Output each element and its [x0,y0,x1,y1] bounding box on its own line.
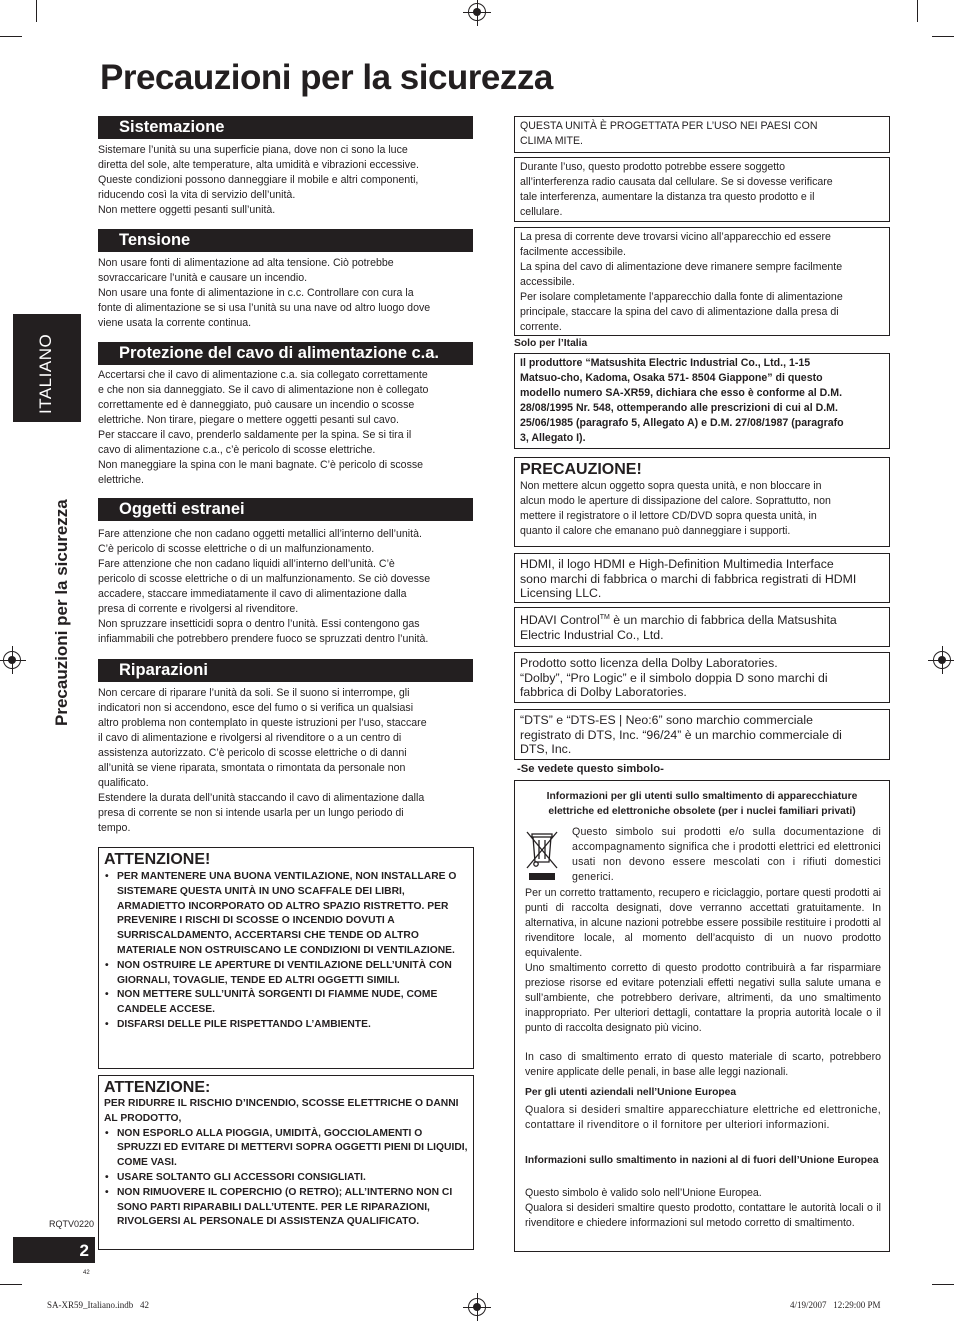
weee-info-box [514,780,890,1252]
page-title: Precauzioni per la sicurezza [100,58,553,97]
section-heading-tensione: Tensione [98,229,473,252]
simbolo-label: -Se vedete questo simbolo- [517,763,664,775]
solo-italia-label: Solo per l’Italia [514,338,588,349]
weee-business-heading: Per gli utenti aziendali nell’Unione Europea [525,1087,737,1098]
oggetti-text: Fare attenzione che non cadano oggetti metallici all’interno dell’unità. C’è pericolo di scosse elettriche o di un malfunzionamento. Fare attenzione che non cadano liquidi all’interno dell’unità. C’è pericolo di scosse elettriche o di un malfunzionamento. Se ciò dovesse accadere, staccare immediatamente il cavo di alimentazione dalla presa di corrente e rivolgersi al rivenditore. Non spruzzare insetticidi sopra o dentro l’unità. Essi contengono gas infiammabili che potrebbero prendere fuoco se spruzzati dentro l’unità. [98,528,431,645]
hdmi-box [514,553,890,603]
crop-mark [36,0,37,22]
side-section-title: Precauzioni per la sicurezza [52,499,71,726]
weee-p2: Per un corretto trattamento, recupero e riciclaggio, portare questi prodotti ai punti di raccolta designati, dove verranno accettati gratuitamente. In alternativa, in alcune nazioni potrebbe essere possibile restituire i prodotti al rivenditore locale, al momento dell’acquisto di un nuovo prodotto equivalente. [525,887,881,959]
list-item: • NON RIMUOVERE IL COPERCHIO (O RETRO); ALL’INTERNO NON CI SONO PARTI RIPARABILI DALL’UTENTE. PER LE RIPARAZIONI, RIVOLGERSI AL PERSONALE DI ASSISTENZA QUALIFICATO. [99,1186,473,1230]
attenzione-intro: PER RIDURRE IL RISCHIO D’INCENDIO, SCOSSE ELETTRICHE O DANNI AL PRODOTTO, [104,1098,459,1124]
presa-notice-text: La presa di corrente deve trovarsi vicino all’apparecchio ed essere facilmente accessibile. La spina del cavo di alimentazione deve rimanere sempre facilmente accessibile. Per isolare completamente l’apparecchio dalla fonte di alimentazione principale, staccare la spina del cavo di alimentazione dalla presa di corrente. [520,231,843,333]
list-item: • NON METTERE SULL’UNITÀ SORGENTI DI FIAMME NUDE, COME CANDELE ACCESE. [99,988,473,1018]
sistemazione-text: Sistemare l’unità su una superficie piana, dove non ci sono la luce diretta del sole, alte temperature, alta umidità e vibrazioni eccessive. Queste condizioni possono danneggiare il mobile e altri componenti, riducendo così la vita di servizio dell’unità. Non mettere oggetti pesanti sull’unità. [98,144,419,216]
hdavi-box [514,607,890,647]
attenzione-box-1 [98,847,474,1069]
language-tab [13,314,81,422]
dts-text: “DTS” e “DTS-ES | Neo:6” sono marchio commerciale registrato di DTS, Inc. “96/24” è un marchio commerciale di DTS, Inc. [520,713,842,757]
attenzione-box-2 [98,1075,474,1250]
riparazioni-text: Non cercare di riparare l’unità da soli. Se il suono si interrompe, gli indicatori non si accendono, esce del fumo o si verifica un qualsiasi altro problema non contemplato in queste istruzioni per l’uso, staccare il cavo di alimentazione e rivolgersi al rivenditore o a un centro di assistenza autorizzato. C’è pericolo di scosse elettriche o di danni all’unità se viene riparata, smontata o rimontata da personale non qualificato. Estendere la durata dell’unità staccando il cavo di alimentazione dalla presa di corrente se non si intende usarla per un lungo periodo di tempo. [98,687,427,834]
attenzione-heading: ATTENZIONE: [104,1079,211,1096]
hdavi-text: è un marchio di fabbrica della Matsushita Electric Industrial Co., Ltd. [520,613,837,642]
list-item: • NON OSTRUIRE LE APERTURE DI VENTILAZIONE DELL’UNITÀ CON GIORNALI, TOVAGLIE, TENDE ED ALTRI OGGETTI SIMILI. [99,959,473,989]
registration-mark-icon [468,3,486,21]
list-item: • USARE SOLTANTO GLI ACCESSORI CONSIGLIATI. [99,1171,473,1186]
section-heading-sistemazione: Sistemazione [98,116,473,139]
list-item: • PER MANTENERE UNA BUONA VENTILAZIONE, NON INSTALLARE O SISTEMARE QUESTA UNITÀ IN UNO SCAFFALE DEI LIBRI, ARMADIETTO INCORPORATO OD ALTRO SPAZIO RISTRETTO. PER PREVENIRE I RISCHI DI SCOSSE O INCENDIO DOVUTI A SURRISCALDAMENTO, ACCERTARSI CHE TENDE OD ALTRO MATERIALE NON OSTRUISCANO LE CONDIZIONI DI VENTILAZIONE. [99,870,473,959]
registration-mark-icon [3,651,21,669]
page-number: 2 [79,1241,89,1260]
small-page-number: 42 [83,1270,90,1276]
dolby-text: Prodotto sotto licenza della Dolby Laboratories. “Dolby”, “Pro Logic” e il simbolo doppia D sono marchi di fabbrica di Dolby Laboratories. [520,656,828,700]
crop-mark [917,0,918,22]
weee-outside-eu-heading: Informazioni sullo smaltimento in nazioni al di fuori dell’Unione Europea [525,1155,879,1166]
produttore-text: Il produttore “Matsushita Electric Industrial Co., Ltd., 1-15 Matsuo-cho, Kadoma, Osaka 571- 8504 Giappone” di questo modello numero SA-XR59, dichiara che esso è conforme al D.M. 28/08/1995 Nr. 548, ottemperando alle prescrizioni di cui al D.M. 25/06/1985 (paragrafo 5, Allegato A) e D.M. 27/08/1987 (paragrafo 3, Allegato I). [520,357,844,444]
document-code: RQTV0220 [49,1219,95,1229]
weee-heading: Informazioni per gli utenti sullo smaltimento di apparecchiature elettriche ed elettroniche obsolete (per i nuclei familiari privati) [546,791,858,817]
section-heading-riparazioni: Riparazioni [98,659,473,682]
section-heading-oggetti: Oggetti estranei [98,498,473,521]
cellulare-notice-box [514,157,890,222]
hdavi-name: HDAVI Control [520,613,600,628]
crop-mark [0,36,22,37]
weee-p3: Uno smaltimento corretto di questo prodotto contribuirà a far risparmiare preziose risorse ed evitare potenziali effetti negativi sulla salute umana e sull’ambiente, che potrebbero derivare, altrimenti, da uno smaltimento inappropriato. Per ulteriori dettagli, contattare la propria autorità locale o il punto di raccolta designato più vicino. [525,962,881,1034]
dolby-box [514,652,890,703]
produttore-box [514,353,890,449]
crossed-bin-icon [524,828,560,882]
weee-p1: Questo simbolo sui prodotti e/o sulla documentazione di accompagnamento significa che i prodotti elettrici ed elettronici usati non devono essere mescolati con i rifiuti domestici generici. [572,826,881,883]
crop-mark [932,1284,954,1285]
crop-mark [0,1284,22,1285]
tensione-text: Non usare fonti di alimentazione ad alta tensione. Ciò potrebbe sovraccaricare l’unità e causare un incendio. Non usare una fonte di alimentazione in c.c. Controllare con cura la fonte di alimentazione se si usa l’unità su una nave od altro luogo dove viene usata la corrente continua. [98,257,431,329]
trademark-symbol: TM [599,614,610,621]
attenzione-heading: ATTENZIONE! [104,851,211,868]
hdmi-text: HDMI, il logo HDMI e High-Definition Multimedia Interface sono marchi di fabbrica o marchi di fabbrica registrati di HDMI Licensing LLC. [520,557,857,601]
registration-mark-icon [933,651,951,669]
precauzione-text: Non mettere alcun oggetto sopra questa unità, e non bloccare in alcun modo le aperture di dissipazione del calore. Soprattutto, non mettere il registratore o il lettore CD/DVD sopra questa unità, in quanto il calore che emanano può danneggiare i supporti. [520,480,831,537]
presa-notice-box [514,227,890,336]
cellulare-notice-text: Durante l’uso, questo prodotto potrebbe essere soggetto all’interferenza radio causata dal cellulare. Se si dovesse verificare tale interferenza, aumentare la distanza tra questo prodotto e il cellulare. [520,161,833,218]
weee-p4: In caso di smaltimento errato di questo materiale di scarto, potrebbero venire applicate delle penali, in base alle leggi nazionali. [525,1051,881,1078]
precauzione-box [514,457,890,547]
weee-p5: Qualora si desideri smaltire apparecchiature elettriche ed elettroniche, contattare il rivenditore o il fornitore per ulteriori informazioni. [525,1104,881,1131]
dts-box [514,709,890,760]
weee-p6: Questo simbolo è valido solo nell’Unione Europea. Qualora si desideri smaltire questo prodotto, contattare le autorità locali o il rivenditore e chiedere informazioni sul metodo corretto di smaltimento. [525,1187,881,1229]
protezione-text: Accertarsi che il cavo di alimentazione c.a. sia collegato correttamente e che non sia danneggiato. Se il cavo di alimentazione non è collegato correttamente ed è danneggiato, può causare un incendio o scosse elettriche. Non tirare, piegare o mettere oggetti pesanti sul cavo. Per staccare il cavo, prenderlo saldamente per la spina. Se si tira il cavo di alimentazione c.a., c’è pericolo di scosse elettriche. Non maneggiare la spina con le mani bagnate. C’è pericolo di scosse elettriche. [98,369,429,486]
language-label: ITALIANO [36,333,55,414]
print-timestamp: 4/19/2007 12:29:00 PM [790,1300,881,1310]
crop-mark [932,36,954,37]
clima-notice-text: QUESTA UNITÀ È PROGETTATA PER L’USO NEI PAESI CON CLIMA MITE. [520,120,818,147]
section-heading-protezione: Protezione del cavo di alimentazione c.a. [98,342,473,365]
page-number-block [13,1237,95,1263]
file-name: SA-XR59_Italiano.indb 42 [47,1300,149,1310]
clima-notice-box [514,116,890,153]
list-item: • DISFARSI DELLE PILE RISPETTANDO L’AMBIENTE. [99,1018,473,1033]
registration-mark-icon [468,1298,486,1316]
precauzione-heading: PRECAUZIONE! [520,461,642,478]
list-item: • NON ESPORLO ALLA PIOGGIA, UMIDITÀ, GOCCIOLAMENTI O SPRUZZI ED EVITARE DI METTERVI SOPRA OGGETTI PIENI DI LIQUIDI, COME VASI. [99,1127,473,1171]
